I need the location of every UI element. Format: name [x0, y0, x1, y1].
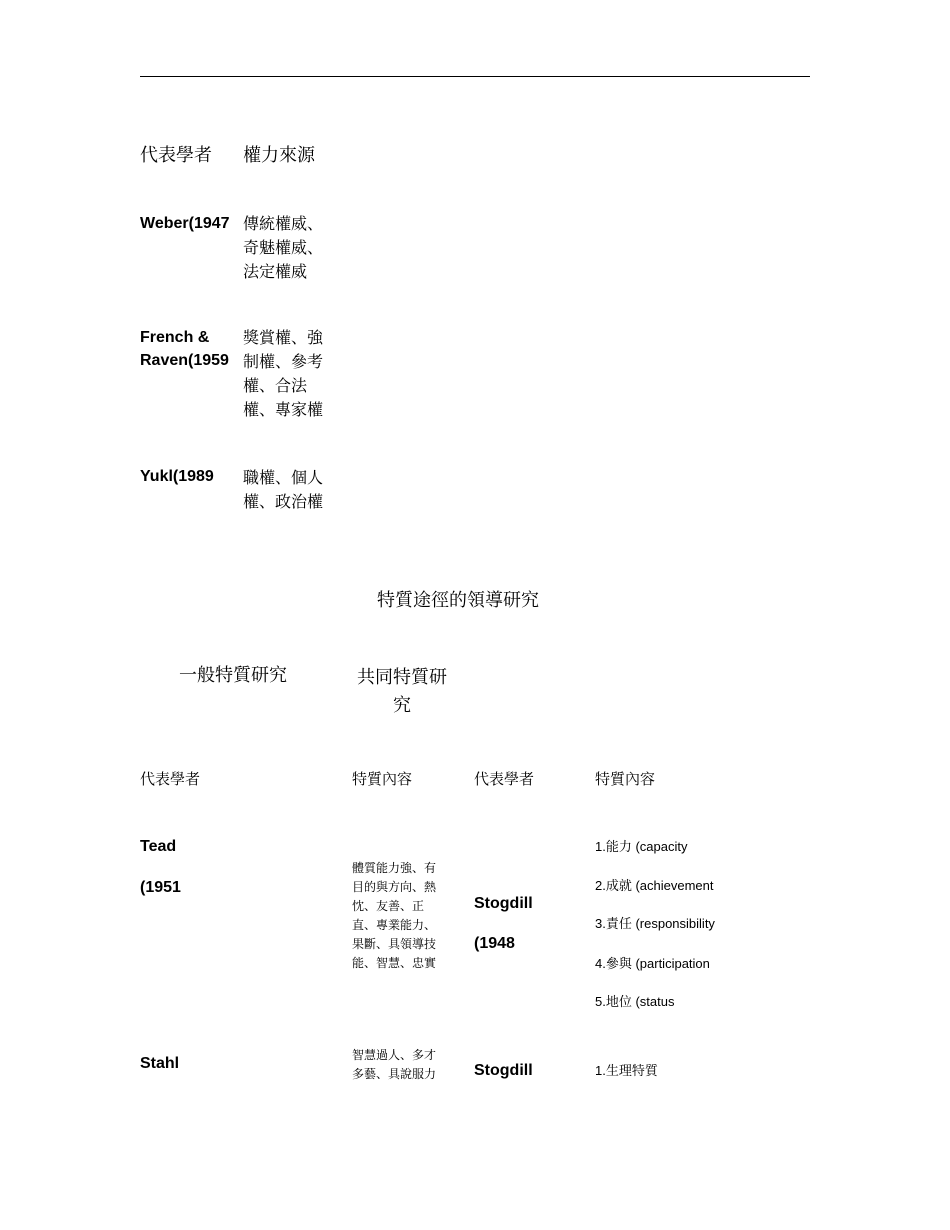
power-row-scholar: French & Raven(1959 — [140, 329, 229, 369]
common-trait-item: 2.成就 (achievement — [595, 878, 714, 893]
general-scholar-name: Stahl — [140, 1055, 180, 1072]
common-scholar-name: Stogdill — [474, 895, 533, 912]
general-traits: 智慧過人、多才 多藝、具說服力 — [352, 1048, 437, 1081]
trait-section-title: 特質途徑的領導研究 — [377, 590, 539, 611]
common-scholar-year: (1948 — [474, 935, 515, 952]
power-row-scholar: Weber(1947 — [140, 215, 230, 232]
column-header-traits: 特質內容 — [595, 770, 656, 788]
general-scholar-year: (1951 — [140, 879, 181, 896]
power-row-scholar: Yukl(1989 — [140, 468, 214, 485]
common-trait-heading: 共同特質研 究 — [357, 667, 447, 716]
general-scholar-name: Tead — [140, 838, 177, 855]
column-header-scholar: 代表學者 — [474, 770, 535, 788]
power-row-source: 獎賞權、強 制權、參考 權、合法 權、專家權 — [243, 328, 324, 419]
common-trait-item: 4.參與 (participation — [595, 956, 710, 971]
common-trait-item: 1.生理特質 — [595, 1063, 658, 1078]
power-row-source: 職權、個人 權、政治權 — [243, 468, 324, 511]
common-scholar-name: Stogdill — [474, 1062, 533, 1079]
general-traits: 體質能力強、有 目的與方向、熱 忱、友善、正 直、專業能力、 果斷、具領導技 能、智慧、忠實 — [352, 861, 437, 970]
power-row-source: 傳統權威、 奇魅權威、 法定權威 — [243, 214, 324, 281]
general-trait-heading: 一般特質研究 — [179, 665, 287, 686]
power-table-header-source: 權力來源 — [243, 145, 315, 166]
column-header-scholar: 代表學者 — [140, 770, 201, 788]
column-header-traits: 特質內容 — [352, 770, 413, 788]
common-trait-item: 5.地位 (status — [595, 994, 675, 1009]
common-trait-item: 3.責任 (responsibility — [595, 916, 715, 931]
header-rule — [140, 76, 810, 77]
common-trait-item: 1.能力 (capacity — [595, 839, 688, 854]
power-table-header-scholar: 代表學者 — [140, 145, 212, 166]
